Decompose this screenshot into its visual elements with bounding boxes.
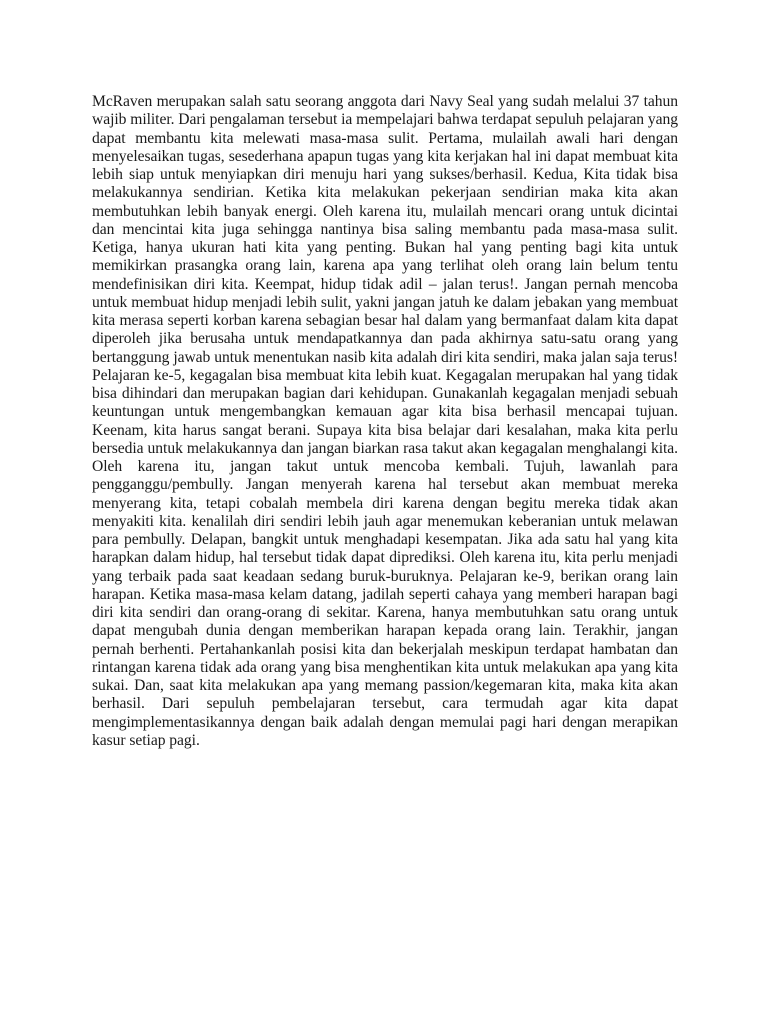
body-paragraph: McRaven merupakan salah satu seorang anggota dari Navy Seal yang sudah melalui 37 tahun wajib militer. Dari pengalaman tersebut ia mempelajari bahwa terdapat sepuluh pelajaran yang dapat membantu kita melewati masa-masa sulit. Pertama, mulailah awali hari dengan menyelesaikan tugas, sesederhana apapun tugas yang kita kerjakan hal ini dapat membuat kita lebih siap untuk menyiapkan diri menuju hari yang sukses/berhasil. Kedua, Kita tidak bisa melakukannya sendirian. Ketika kita melakukan pekerjaan sendirian maka kita akan membutuhkan lebih banyak energi. Oleh karena itu, mulailah mencari orang untuk dicintai dan mencintai kita juga sehingga nantinya bisa saling membantu pada masa-masa sulit. Ketiga, hanya ukuran hati kita yang penting. Bukan hal yang penting bagi kita untuk memikirkan prasangka orang lain, karena apa yang terlihat oleh orang lain belum tentu mendefinisikan diri kita. Keempat, hidup tidak adil – jalan terus!. Jangan pernah mencoba untuk membuat hidup menjadi lebih sulit, yakni jangan jatuh ke dalam jebakan yang membuat kita merasa seperti korban karena sebagian besar hal dalam yang bermanfaat dalam kita dapat diperoleh jika berusaha untuk mendapatkannya dan pada akhirnya satu-satu orang yang bertanggung jawab untuk menentukan nasib kita adalah diri kita sendiri, maka jalan saja terus! Pelajaran ke-5, kegagalan bisa membuat kita lebih kuat. Kegagalan merupakan hal yang tidak bisa dihindari dan merupakan bagian dari kehidupan. Gunakanlah kegagalan menjadi sebuah keuntungan untuk mengembangkan kemauan agar kita bisa berhasil mencapai tujuan. Keenam, kita harus sangat berani. Supaya kita bisa belajar dari kesalahan, maka kita perlu bersedia untuk melakukannya dan jangan biarkan rasa takut akan kegagalan menghalangi kita. Oleh karena itu, jangan takut untuk mencoba kembali. Tujuh, lawanlah para pengganggu/pembully. Jangan menyerah karena hal tersebut akan membuat mereka menyerang kita, tetapi cobalah membela diri karena dengan begitu mereka tidak akan menyakiti kita. kenalilah diri sendiri lebih jauh agar menemukan keberanian untuk melawan para pembully. Delapan, bangkit untuk menghadapi kesempatan. Jika ada satu hal yang kita harapkan dalam hidup, hal tersebut tidak dapat diprediksi. Oleh karena itu, kita perlu menjadi yang terbaik pada saat keadaan sedang buruk-buruknya. Pelajaran ke-9, berikan orang lain harapan. Ketika masa-masa kelam datang, jadilah seperti cahaya yang memberi harapan bagi diri kita sendiri dan orang-orang di sekitar. Karena, hanya membutuhkan satu orang untuk dapat mengubah dunia dengan memberikan harapan kepada orang lain. Terakhir, jangan pernah berhenti. Pertahankanlah posisi kita dan bekerjalah meskipun terdapat hambatan dan rintangan karena tidak ada orang yang bisa menghentikan kita untuk melakukan apa yang kita sukai. Dan, saat kita melakukan apa yang memang passion/kegemaran kita, maka kita akan berhasil. Dari sepuluh pembelajaran tersebut, cara termudah agar kita dapat mengimplementasikannya dengan baik adalah dengan memulai pagi hari dengan merapikan kasur setiap pagi. [92, 93, 678, 749]
